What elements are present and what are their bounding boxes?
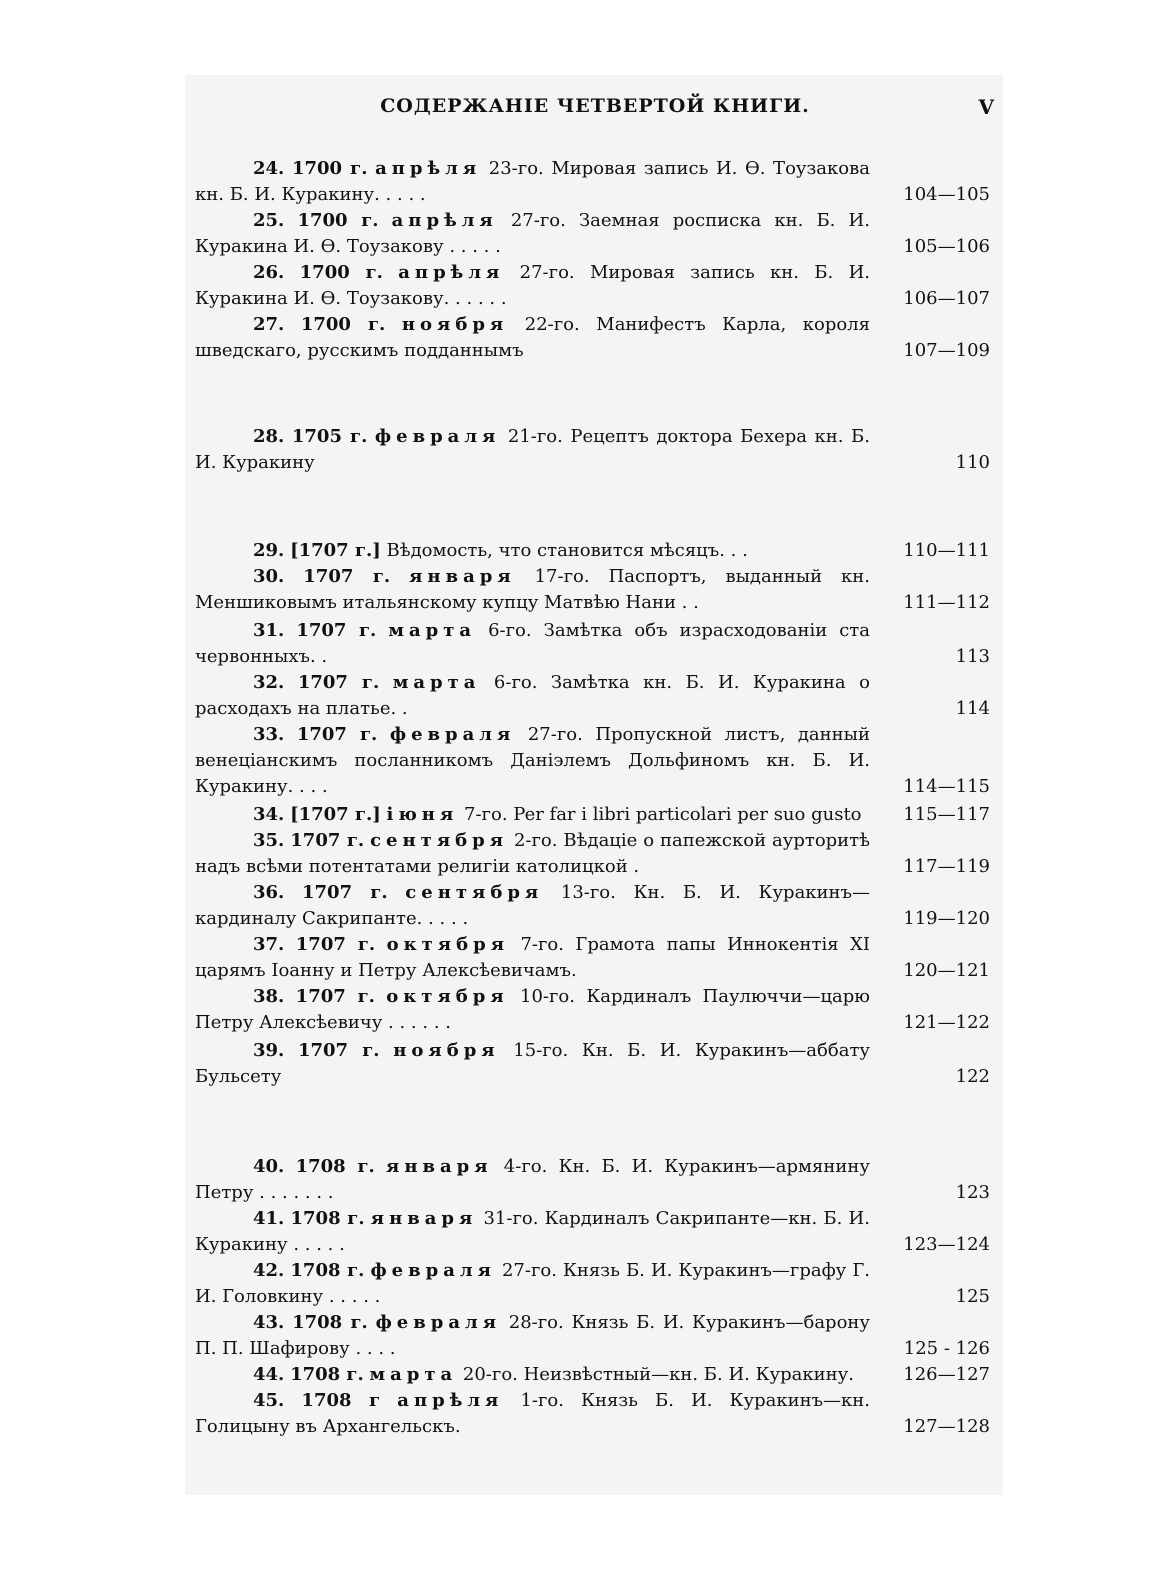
entry-number: 24. [253,158,285,179]
entry-pages: 123 [955,1182,990,1203]
entry-pages: 121—122 [903,1012,990,1033]
toc-entry [195,1310,995,1362]
entry-year: 1700 г. [300,314,386,335]
toc-entry [195,312,995,364]
toc-entry [195,1362,995,1388]
entry-pages: 114 [955,698,990,719]
entry-number: 34. [253,804,285,825]
entry-pages: 122 [955,1066,990,1087]
entry-number: 41. [253,1208,285,1229]
entry-pages: 115—117 [903,804,990,825]
entry-year: 1708 г. [290,1364,364,1385]
entry-year: 1700 г. [299,262,383,283]
toc-entry [195,932,995,984]
entry-title: 22-го. Манифестъ Карла, короля шведскаго, русскимъ подданнымъ [195,314,870,361]
entry-pages: 114—115 [903,776,990,797]
entry-year: 1707 г. [295,934,376,955]
toc-entry [195,1154,995,1206]
entry-number: 32. [253,672,285,693]
entry-number: 33. [253,724,285,745]
entry-pages: 123—124 [903,1234,990,1255]
entry-title: 10-го. Кардиналъ Паулюччи—царю Петру Алексѣевичу . . . . . . [195,986,870,1033]
entry-number: 28. [253,426,285,447]
entry-pages: 117—119 [903,856,990,877]
toc-entry [195,1038,995,1090]
page-title: СОДЕРЖАНІЕ ЧЕТВЕРТОЙ КНИГИ. [380,95,810,117]
entry-year: 1707 г. [297,1040,380,1061]
entry-month: апрѣля [375,158,482,179]
entry-year: 1707 г. [290,830,365,851]
entry-title: Вѣдомость, что становится мѣсяцъ. . . [386,540,748,561]
entry-number: 29. [253,540,285,561]
toc-entry [195,802,995,828]
toc-entry [195,260,995,312]
entry-year: 1707 г. [297,672,380,693]
entry-title: 27-го. Заемная росписка кн. Б. И. Куракина И. Ѳ. Тоузакову . . . . . [195,210,870,257]
entry-year: 1708 г. [295,1156,375,1177]
entry-title: 6-го. Замѣтка кн. Б. И. Куракина о расходахъ на платье. . [195,672,870,719]
entry-month: апрѣля [397,1390,504,1411]
entry-year: 1708 г. [290,1260,365,1281]
entry-month: апрѣля [391,210,498,231]
entry-month: марта [369,1364,458,1385]
entry-pages: 106—107 [903,288,990,309]
entry-number: 26. [253,262,285,283]
entry-pages: 110—111 [903,540,990,561]
entry-year: 1707 г. [302,882,388,903]
toc-entry [195,722,995,800]
entry-month: іюня [386,804,459,825]
entry-month: октября [386,986,509,1007]
entry-pages: 104—105 [903,184,990,205]
entry-year: [1707 г.] [290,540,381,561]
entry-title: 17-го. Паспортъ, выданный кн. Меншиковымъ итальянскому купцу Матвѣю Нани . . [195,566,870,613]
entry-pages: 113 [955,646,990,667]
entry-number: 27. [253,314,285,335]
toc-entry [195,880,995,932]
entry-number: 44. [253,1364,285,1385]
toc-entry [195,564,995,616]
entry-number: 30. [253,566,285,587]
entry-year: 1707 г. [296,620,377,641]
entry-pages: 110 [955,452,990,473]
entry-title: 1-го. Князь Б. И. Куракинъ—кн. Голицыну въ Архангельскъ. [195,1390,871,1437]
entry-number: 39. [253,1040,285,1061]
entry-title: 27-го. Пропускной листъ, данный венеціанскимъ посланникомъ Даніэлемъ Дольфиномъ кн. Б. И. Куракину. . . . [195,724,870,797]
entry-title: 6-го. Замѣтка объ израсходованіи ста червонныхъ. . [195,620,870,667]
entry-number: 43. [253,1312,285,1333]
toc-entry [195,1206,995,1258]
entry-title: 7-го. Per far i libri particolari per suo gusto [464,804,862,825]
entry-pages: 126—127 [903,1364,990,1385]
entry-title: 28-го. Князь Б. И. Куракинъ—барону П. П. Шафирову . . . . [195,1312,871,1359]
entry-month: января [386,1156,493,1177]
entry-pages: 111—112 [903,592,990,613]
entry-year: [1707 г.] [290,804,381,825]
entry-pages: 105—106 [903,236,990,257]
entry-number: 36. [253,882,285,903]
entry-month: февраля [375,1312,501,1333]
entry-month: января [370,1208,478,1229]
entry-pages: 125 [955,1286,990,1307]
entry-year: 1708 г [301,1390,381,1411]
entry-month: ноября [393,1040,500,1061]
entry-month: февраля [389,724,516,745]
entry-year: 1705 г. [291,426,368,447]
entry-number: 42. [253,1260,285,1281]
entry-year: 1700 г. [291,158,368,179]
entry-title: 13-го. Кн. Б. И. Куракинъ—кардиналу Сакрипанте. . . . . [195,882,870,929]
entry-title: 2-го. Вѣдаціе о папежской аурторитѣ надъ всѣми потентатами религіи католицкой . [195,830,870,877]
entry-month: марта [388,620,477,641]
entry-year: 1707 г. [303,566,391,587]
toc-entry [195,1388,995,1440]
entry-number: 40. [253,1156,285,1177]
entry-number: 37. [253,934,285,955]
entry-title: 27-го. Мировая запись кн. Б. И. Куракина И. Ѳ. Тоузакову. . . . . . [195,262,870,309]
entry-month: января [409,566,516,587]
entry-month: сентября [370,830,509,851]
toc-entry [195,828,995,880]
entry-number: 45. [253,1390,285,1411]
toc-entry [195,1258,995,1310]
entry-month: ноября [401,314,509,335]
entry-month: февраля [374,426,501,447]
toc-entry [195,670,995,722]
toc-entry [195,538,995,564]
entry-year: 1708 г. [292,1312,368,1333]
entry-year: 1707 г. [296,724,378,745]
entry-year: 1700 г. [297,210,379,231]
entry-month: сентября [405,882,544,903]
entry-number: 38. [253,986,285,1007]
entry-pages: 120—121 [903,960,990,981]
entry-title: 15-го. Кн. Б. И. Куракинъ—аббату Бульсету [195,1040,870,1087]
toc-entry [195,984,995,1036]
entry-number: 31. [253,620,285,641]
entry-pages: 127—128 [903,1416,990,1437]
entry-title: 4-го. Кн. Б. И. Куракинъ—армянину Петру . . . . . . . [195,1156,870,1203]
entry-title: 27-го. Князь Б. И. Куракинъ—графу Г. И. Головкину . . . . . [195,1260,870,1307]
page-header [190,95,1000,125]
entry-pages: 119—120 [903,908,990,929]
entry-title: 20-го. Неизвѣстный—кн. Б. И. Куракину. [462,1364,854,1385]
entry-title: 7-го. Грамота папы Иннокентія XI царямъ Іоанну и Петру Алексѣевичамъ. [195,934,870,981]
entry-number: 25. [253,210,285,231]
entry-month: марта [392,672,481,693]
entry-month: апрѣля [398,262,505,283]
entry-number: 35. [253,830,285,851]
page-number: V [978,95,994,119]
entry-title: 23-го. Мировая запись И. Ѳ. Тоузакова кн. Б. И. Куракину. . . . . [195,158,870,205]
entry-pages: 125 - 126 [903,1338,990,1359]
entry-title: 21-го. Рецептъ доктора Бехера кн. Б. И. Куракину [195,426,871,473]
toc-entry [195,208,995,260]
entry-month: февраля [370,1260,496,1281]
entry-month: октября [386,934,509,955]
toc-entry [195,156,995,208]
toc-entry [195,424,995,476]
entry-title: 31-го. Кардиналъ Сакрипанте—кн. Б. И. Куракину . . . . . [195,1208,870,1255]
toc-entry [195,618,995,670]
entry-pages: 107—109 [903,340,990,361]
entry-year: 1707 г. [295,986,375,1007]
entry-year: 1708 г. [290,1208,365,1229]
